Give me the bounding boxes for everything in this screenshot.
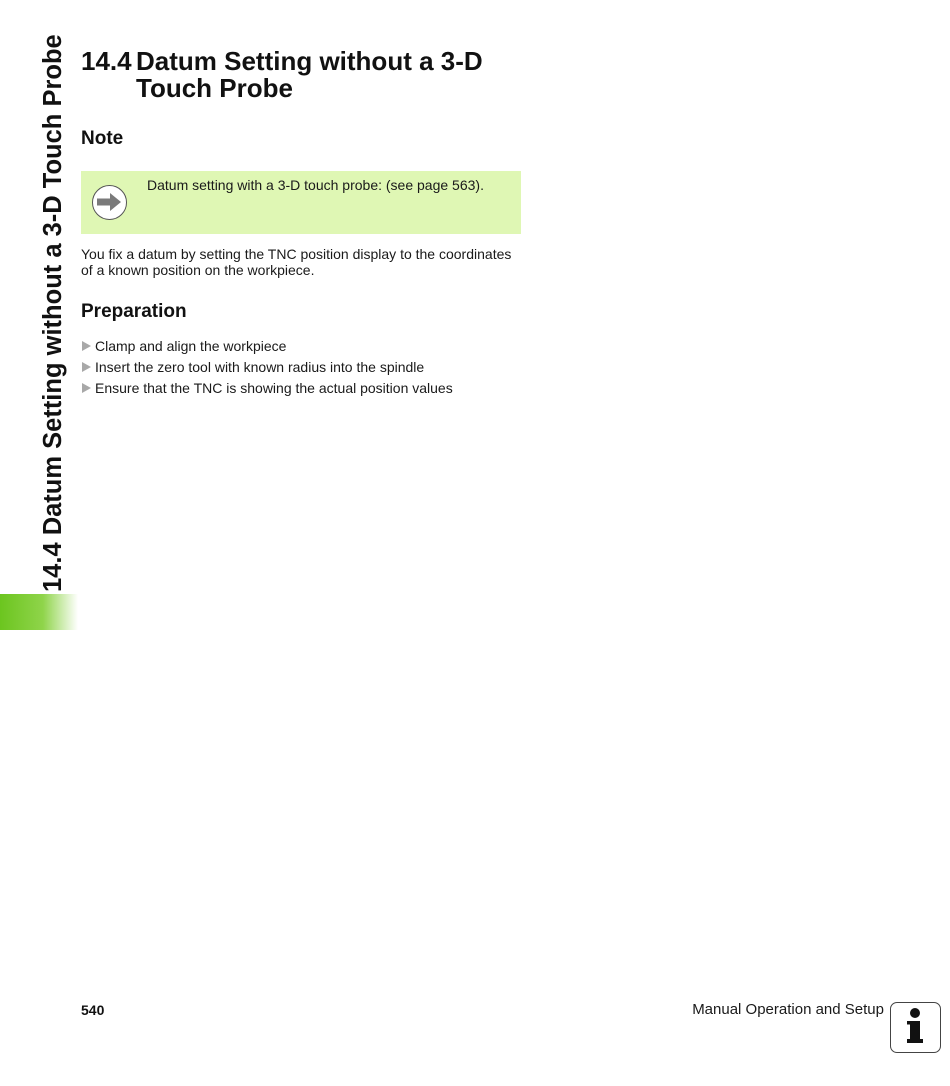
side-chapter-title: 14.4 Datum Setting without a 3-D Touch Probe [39,34,67,592]
step-text: Ensure that the TNC is showing the actual position values [95,380,453,396]
preparation-steps [81,337,453,400]
page-number: 540 [81,1002,105,1018]
list-item [81,337,453,358]
intro-line-1: You fix a datum by setting the TNC position display to the coordinates [81,246,512,262]
step-text: Clamp and align the workpiece [95,338,287,354]
intro-line-2: of a known position on the workpiece. [81,262,315,278]
triangle-bullet-icon [82,383,91,393]
note-text: Datum setting with a 3-D touch probe: (see page 563). [147,177,484,193]
section-heading [81,48,516,102]
chapter-tab-marker [0,594,78,630]
triangle-bullet-icon [82,362,91,372]
note-heading: Note [81,128,124,149]
list-item [81,358,453,379]
step-text: Insert the zero tool with known radius into the spindle [95,359,425,375]
chapter-name: Manual Operation and Setup [692,1001,884,1018]
preparation-heading: Preparation [81,301,187,322]
triangle-bullet-icon [82,341,91,351]
section-title: Datum Setting without a 3-D Touch Probe [136,46,483,103]
intro-paragraph [81,246,526,278]
arrow-right-icon [92,185,127,220]
list-item [81,379,453,400]
info-icon [890,1002,941,1053]
section-number: 14.4 [81,46,132,76]
